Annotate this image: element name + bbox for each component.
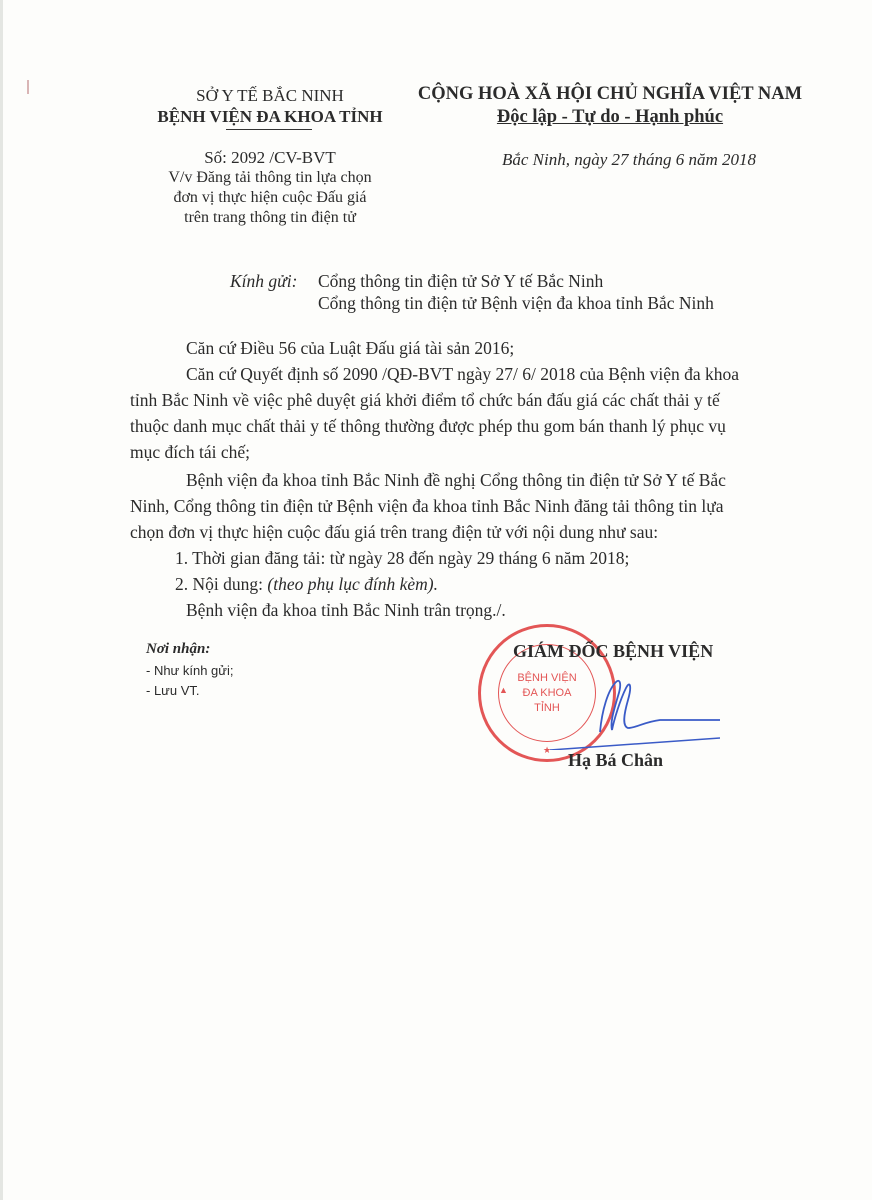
body-line: chọn đơn vị thực hiện cuộc đấu giá trên trang điện tử với nội dung như sau:	[130, 522, 659, 542]
recipients-label: Kính gửi:	[230, 271, 298, 291]
stamp-text: ĐA KHOA	[522, 686, 572, 699]
list-item-2	[175, 574, 438, 595]
list-item-1: 1. Thời gian đăng tải: từ ngày 28 đến ngày 29 tháng 6 năm 2018;	[175, 548, 630, 568]
stamp-text: TỈNH	[534, 701, 560, 714]
organization-underline	[226, 129, 312, 130]
organization-name: BỆNH VIỆN ĐA KHOA TỈNH	[157, 107, 383, 126]
handwritten-signature-icon	[540, 670, 720, 750]
place-date: Bắc Ninh, ngày 27 tháng 6 năm 2018	[502, 150, 757, 169]
nation-title: CỘNG HOÀ XÃ HỘI CHỦ NGHĨA VIỆT NAM	[417, 84, 803, 104]
body-line: mục đích tái chế;	[130, 442, 251, 462]
distribution-label: Nơi nhận:	[146, 641, 211, 657]
subject-line: V/v Đăng tải thông tin lựa chọn	[168, 169, 372, 186]
distribution-item: - Lưu VT.	[146, 683, 200, 698]
distribution-item: - Như kính gửi;	[146, 663, 234, 678]
body-line: tỉnh Bắc Ninh về việc phê duyệt giá khởi điểm tổ chức bán đấu giá các chất thải y tế	[130, 390, 720, 410]
recipient-item: Cổng thông tin điện tử Sở Y tế Bắc Ninh	[318, 271, 604, 291]
stamp-text: BỆNH VIỆN	[517, 671, 577, 684]
signer-title: GIÁM ĐỐC BỆNH VIỆN	[513, 641, 714, 661]
body-line: Căn cứ Điều 56 của Luật Đấu giá tài sản 2016;	[186, 338, 515, 358]
stamp-star-icon: ★	[543, 745, 552, 755]
subject-line: đơn vị thực hiện cuộc Đấu giá	[173, 189, 367, 206]
list-item-2-italic: (theo phụ lục đính kèm).	[267, 574, 438, 594]
subject-line: trên trang thông tin điện tử	[184, 209, 356, 226]
recipient-item: Cổng thông tin điện tử Bệnh viện đa khoa tỉnh Bắc Ninh	[318, 293, 714, 313]
signer-name: Hạ Bá Chân	[568, 750, 664, 770]
closing-line: Bệnh viện đa khoa tỉnh Bắc Ninh trân trọng./.	[186, 600, 506, 620]
national-motto: Độc lập - Tự do - Hạnh phúc	[496, 107, 724, 127]
list-item-2-prefix: 2. Nội dung:	[175, 574, 268, 594]
body-line: Căn cứ Quyết định số 2090 /QĐ-BVT ngày 27/ 6/ 2018 của Bệnh viện đa khoa	[186, 364, 740, 384]
ministry-name: SỞ Y TẾ BẮC NINH	[196, 86, 344, 105]
document-number: Số: 2092 /CV-BVT	[204, 148, 336, 167]
scan-edge	[0, 0, 3, 1200]
stamp-star-icon: ▲	[499, 685, 508, 695]
scan-mark	[27, 80, 29, 94]
body-line: thuộc danh mục chất thải y tế thông thường được phép thu gom bán thanh lý phục vụ	[130, 416, 726, 436]
body-line: Bệnh viện đa khoa tỉnh Bắc Ninh đề nghị Cổng thông tin điện tử Sở Y tế Bắc	[186, 470, 726, 490]
body-line: Ninh, Cổng thông tin điện tử Bệnh viện đa khoa tỉnh Bắc Ninh đăng tải thông tin lựa	[130, 496, 724, 516]
